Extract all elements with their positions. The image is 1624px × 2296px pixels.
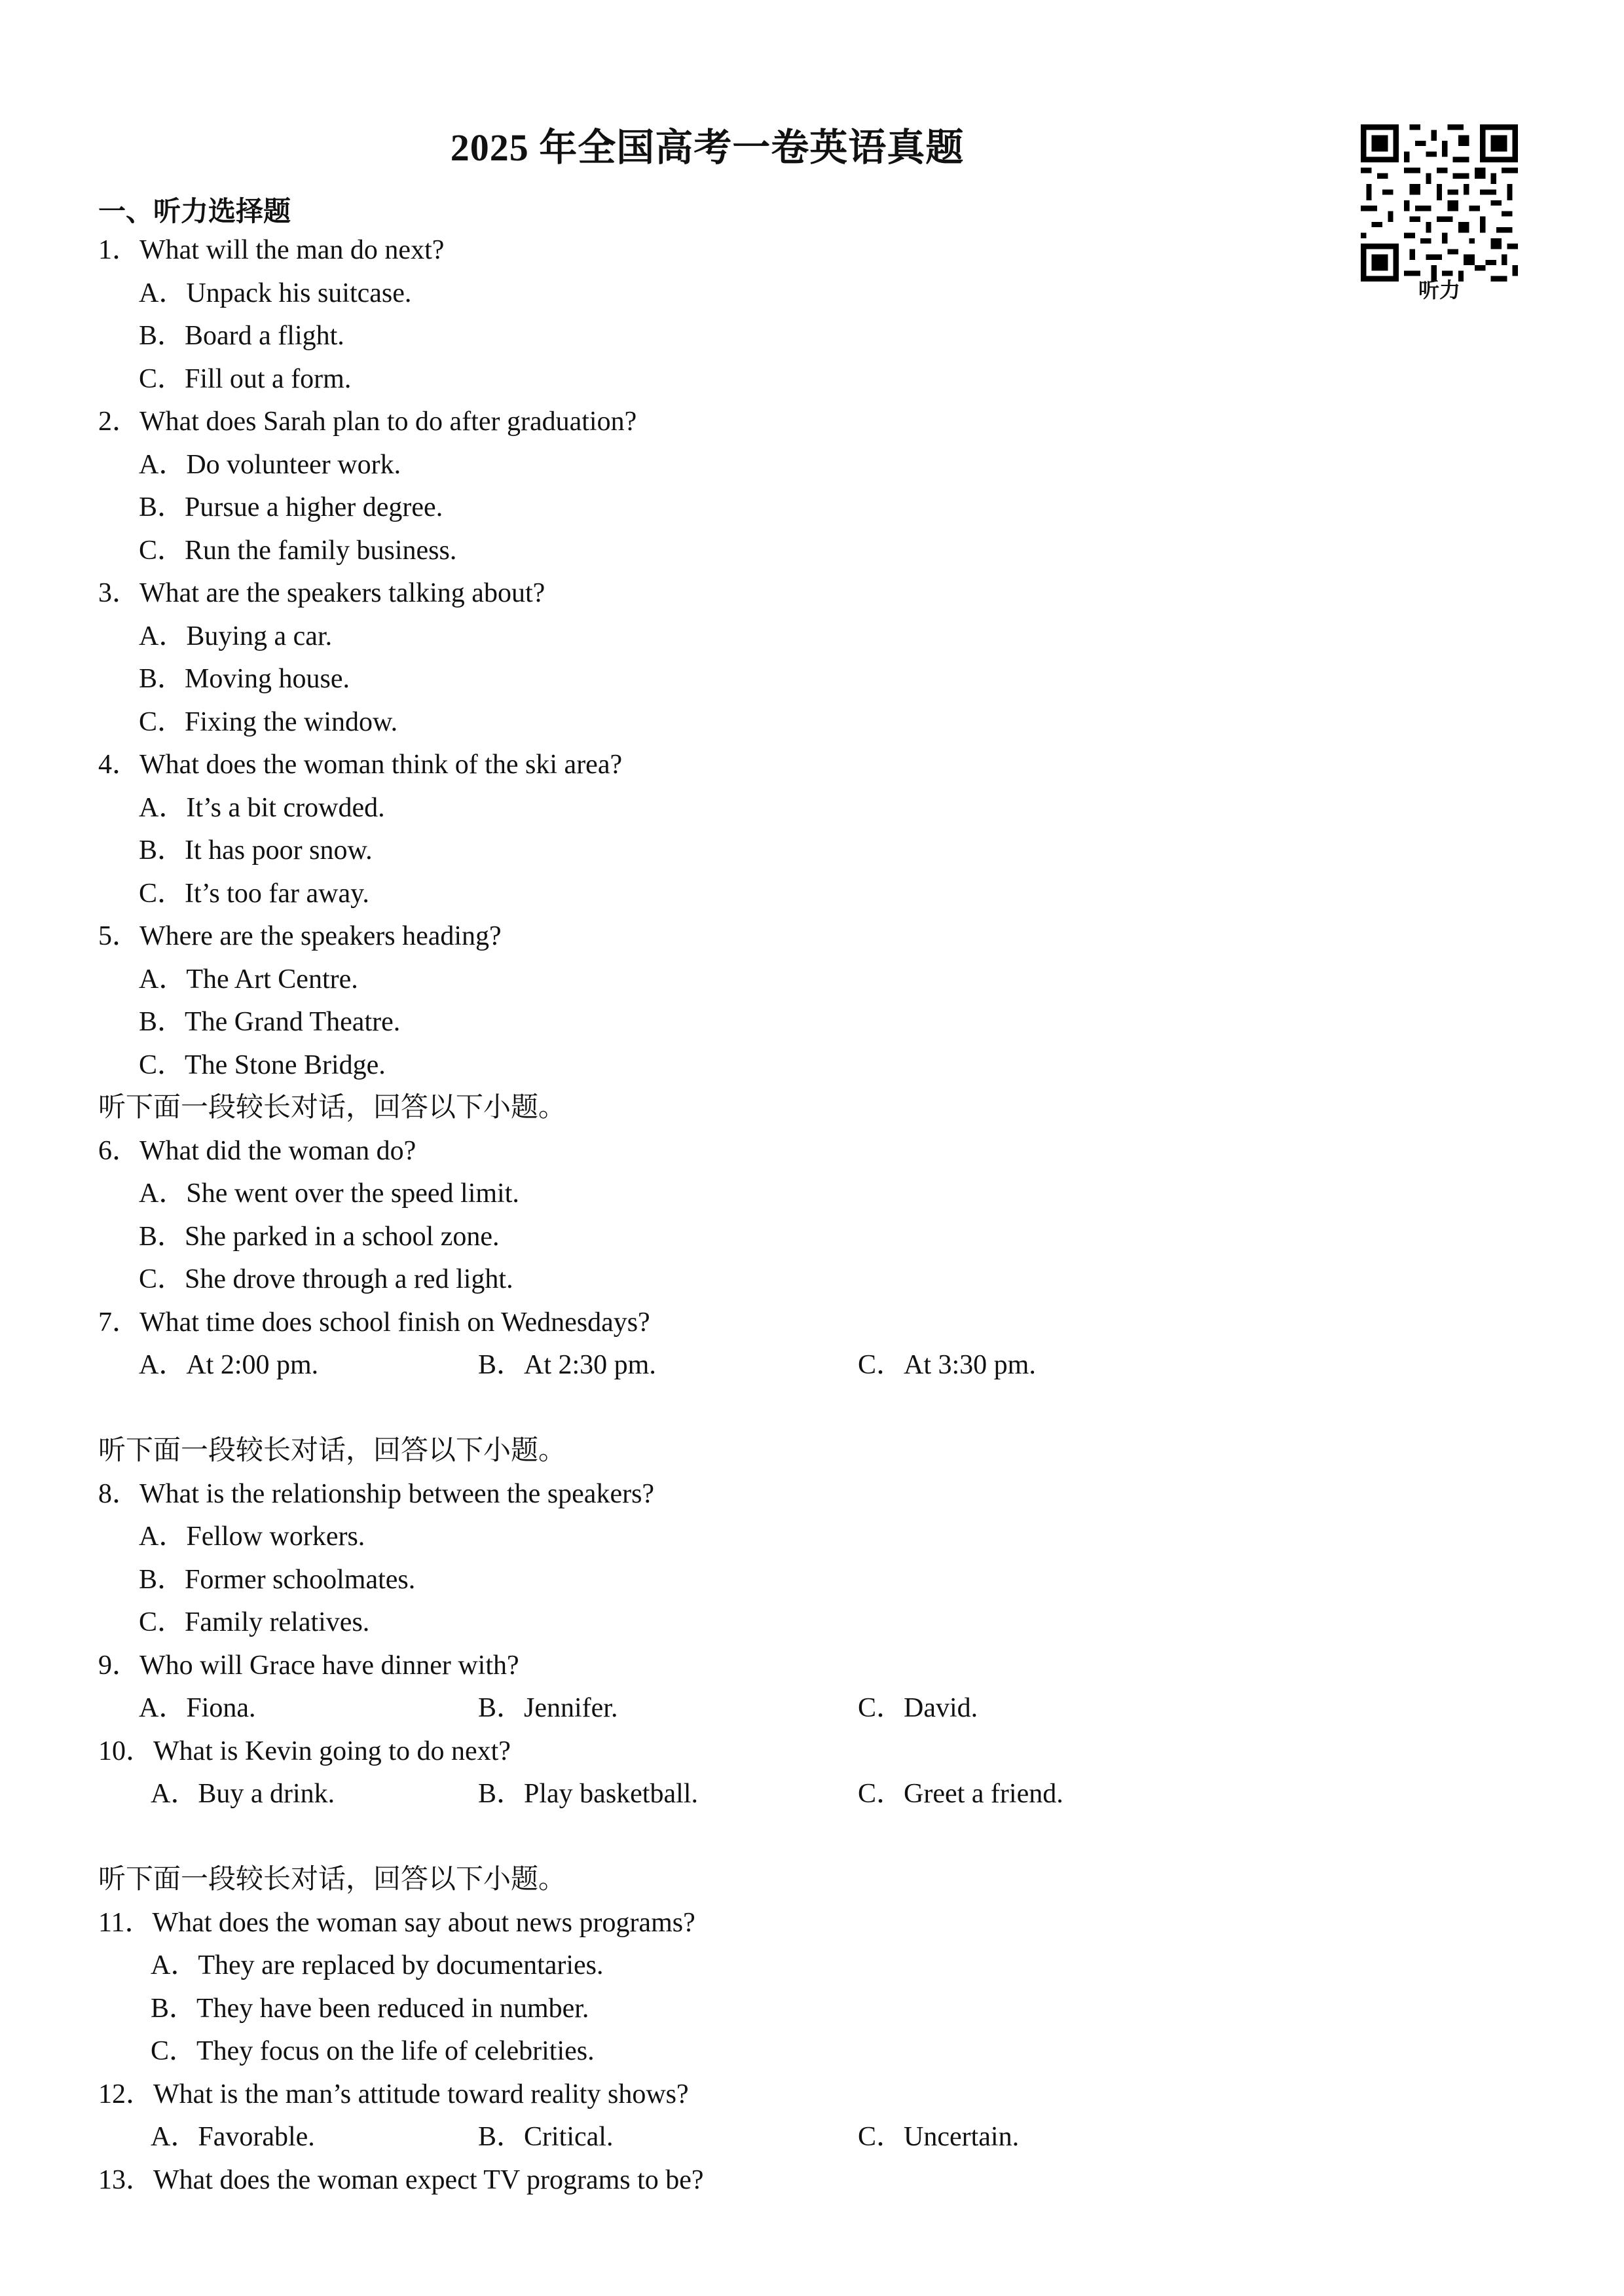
question-text: What did the woman do? [139,1135,416,1166]
question-number: 1． [98,235,140,265]
page-title: 2025 年全国高考一卷英语真题 [450,126,965,169]
option: B．Jennifer. [478,1693,618,1723]
option: B．At 2:30 pm. [478,1350,656,1380]
question-number: 13． [98,2164,154,2195]
option: A．It’s a bit crowded. [139,792,385,823]
option: C．Fill out a form. [139,363,352,394]
option: C．Greet a friend. [858,1779,1063,1809]
option: A．She went over the speed limit. [139,1178,519,1209]
question-text: What is the man’s attitude toward reality shows? [153,2079,689,2109]
option: A．Favorable. [151,2122,315,2152]
question-10 [98,1730,1408,1774]
question-number: 7． [98,1307,140,1338]
option: A．Fellow workers. [139,1522,365,1552]
option: A．Unpack his suitcase. [139,278,412,308]
question-text: Where are the speakers heading? [139,921,502,951]
question-text: What will the man do next? [139,235,445,265]
option: C．David. [858,1693,978,1723]
question-number: 6． [98,1135,140,1166]
options-row [98,1344,1408,1387]
option: B．They have been reduced in number. [151,1993,589,2024]
instruction-note: 听下面一段较长对话，回答以下小题。 [98,1865,566,1895]
question-11 [98,1902,1408,1945]
question-list [98,229,1408,2202]
question-number: 10． [98,1736,154,1766]
option: C．Fixing the window. [139,706,398,737]
instruction-note: 听下面一段较长对话，回答以下小题。 [98,1436,566,1466]
question-text: What are the speakers talking about? [139,578,545,608]
question-number: 8． [98,1478,140,1509]
question-6 [98,1130,1408,1173]
option: B．The Grand Theatre. [139,1007,401,1037]
question-text: What does the woman say about news programs? [152,1907,695,1938]
question-1 [98,229,1408,272]
option: B．Board a flight. [139,321,344,351]
qr-caption: 听力 [1418,278,1460,302]
question-13 [98,2159,1408,2202]
options-row [98,2116,1408,2159]
question-12 [98,2073,1408,2117]
section-heading: 一、听力选择题 [98,197,291,227]
option: A．At 2:00 pm. [139,1350,319,1380]
option: C．They focus on the life of celebrities. [151,2036,595,2066]
question-text: What is the relationship between the speakers? [139,1478,655,1509]
option: C．It’s too far away. [139,878,369,909]
question-8 [98,1473,1408,1516]
option: C．She drove through a red light. [139,1264,513,1294]
question-4 [98,744,1408,787]
question-number: 11． [98,1907,153,1938]
instruction-note: 听下面一段较长对话，回答以下小题。 [98,1093,566,1123]
option: C．Uncertain. [858,2122,1020,2152]
question-text: What does the woman think of the ski area? [139,750,623,780]
option: A．The Art Centre. [139,964,358,994]
question-text: What time does school finish on Wednesdays? [139,1307,650,1338]
question-text: Who will Grace have dinner with? [139,1650,519,1681]
question-number: 4． [98,750,140,780]
option: A．Do volunteer work. [139,449,401,480]
option: C．Run the family business. [139,535,457,566]
question-number: 5． [98,921,140,951]
option: B．Play basketball. [478,1779,698,1809]
question-text: What does the woman expect TV programs to be? [153,2164,704,2195]
option: B．She parked in a school zone. [139,1221,500,1252]
option: A．They are replaced by documentaries. [151,1950,604,1980]
option: B．Critical. [478,2122,614,2152]
question-5 [98,915,1408,958]
option: A．Buy a drink. [151,1779,335,1809]
option: B．It has poor snow. [139,835,373,866]
question-number: 9． [98,1650,140,1681]
option: A．Fiona. [139,1693,256,1723]
question-2 [98,401,1408,444]
options-row [98,1687,1408,1730]
question-number: 2． [98,407,140,437]
option: A．Buying a car. [139,621,333,651]
question-3 [98,572,1408,615]
option: C．The Stone Bridge. [139,1049,386,1080]
option: B．Pursue a higher degree. [139,492,443,522]
question-7 [98,1302,1408,1345]
option: C．At 3:30 pm. [858,1350,1036,1380]
question-9 [98,1645,1408,1688]
option: B．Moving house. [139,664,350,694]
options-row [98,1773,1408,1816]
question-text: What is Kevin going to do next? [153,1736,511,1766]
option: B．Former schoolmates. [139,1564,416,1595]
question-text: What does Sarah plan to do after graduation? [139,407,637,437]
question-number: 12． [98,2079,154,2109]
option: C．Family relatives. [139,1607,370,1637]
question-number: 3． [98,578,140,608]
